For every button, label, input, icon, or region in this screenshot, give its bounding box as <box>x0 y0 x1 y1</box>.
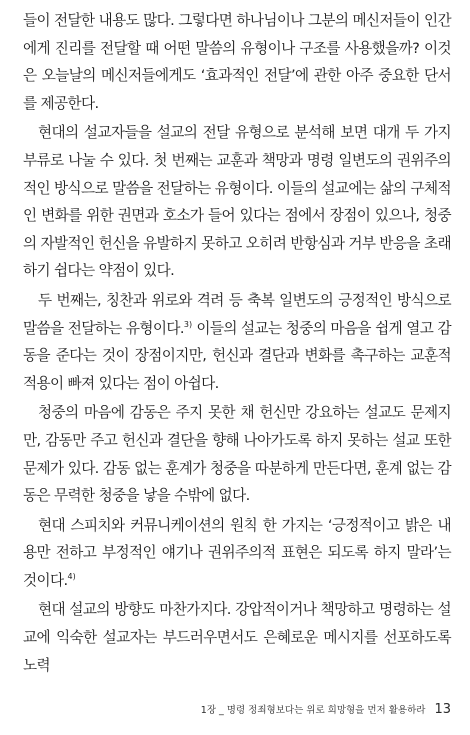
paragraph-3-text-after: 이들의 설교는 청중의 마음을 쉽게 열고 감동을 준다는 것이 장점이지만, 헌신과 결단과 변화를 촉구하는 교훈적 적용이 빠져 있다는 점이 아쉽다. <box>23 319 452 392</box>
running-footer-chapter: 1장 _ 명령 정죄형보다는 위로 희망형을 먼저 활용하라 <box>200 705 426 716</box>
paragraph-6-text: 현대 설교의 방향도 마찬가지다. 강압적이거나 책망하고 명령하는 설교에 익숙한 설교자는 부드러우면서도 은혜로운 메시지를 선포하도록 노력 <box>23 601 451 674</box>
body-text <box>23 7 451 681</box>
paragraph-4 <box>23 399 451 509</box>
page-footer <box>201 702 451 717</box>
paragraph-3 <box>23 287 451 397</box>
footnote-ref-4: 4) <box>67 572 76 582</box>
paragraph-2-text: 현대의 설교자들을 설교의 전달 유형으로 분석해 보면 대개 두 가지 부류로 나눌 수 있다. 첫 번째는 교훈과 책망과 명령 일변도의 권위주의적인 방식으로 말씀을 전달하는 유형이다. 이들의 설교에는 삶의 구체적인 변화를 위한 권면과 호소가 들어 있다는 점에서 장점이 있으나, 청중의 자발적인 헌신을 유발하지 못하고 오히려 반항심과 거부 반응을 초래하기 쉽다는 약점이 있다. <box>23 124 451 280</box>
paragraph-1 <box>23 7 451 117</box>
paragraph-4-text: 청중의 마음에 감동은 주지 못한 채 헌신만 강요하는 설교도 문제지만, 감동만 주고 헌신과 결단을 향해 나아가도록 하지 못하는 설교 또한 문제가 있다. 감동 없는 훈계가 청중을 따분하게 만든다면, 훈계 없는 감동은 무력한 청중을 낳을 수밖에 없다. <box>23 404 451 505</box>
paragraph-3-text: 두 번째는, 칭찬과 위로와 격려 등 축복 일변도의 긍정적인 방식으로 말씀을 전달하는 유형이다. <box>23 291 451 337</box>
paragraph-5-text: 현대 스피치와 커뮤니케이션의 원칙 한 가지는 ‘긍정적이고 밝은 내용만 전하고 부정적인 얘기나 권위주의적 표현은 되도록 하지 말라’는 것이다. <box>23 516 451 589</box>
paragraph-6 <box>23 596 451 679</box>
paragraph-1-text: 들이 전달한 내용도 많다. 그렇다면 하나님이나 그분의 메신저들이 인간에게 진리를 전달할 때 어떤 말씀의 유형이나 구조를 사용했을까? 이것은 오늘날의 메신저들에게도 ‘효과적인 전달’에 관한 아주 중요한 단서를 제공한다. <box>23 12 451 112</box>
paragraph-5 <box>23 512 451 595</box>
footnote-ref-3: 3) <box>183 319 193 329</box>
paragraph-2 <box>23 119 451 285</box>
page-number: 13 <box>434 702 451 717</box>
